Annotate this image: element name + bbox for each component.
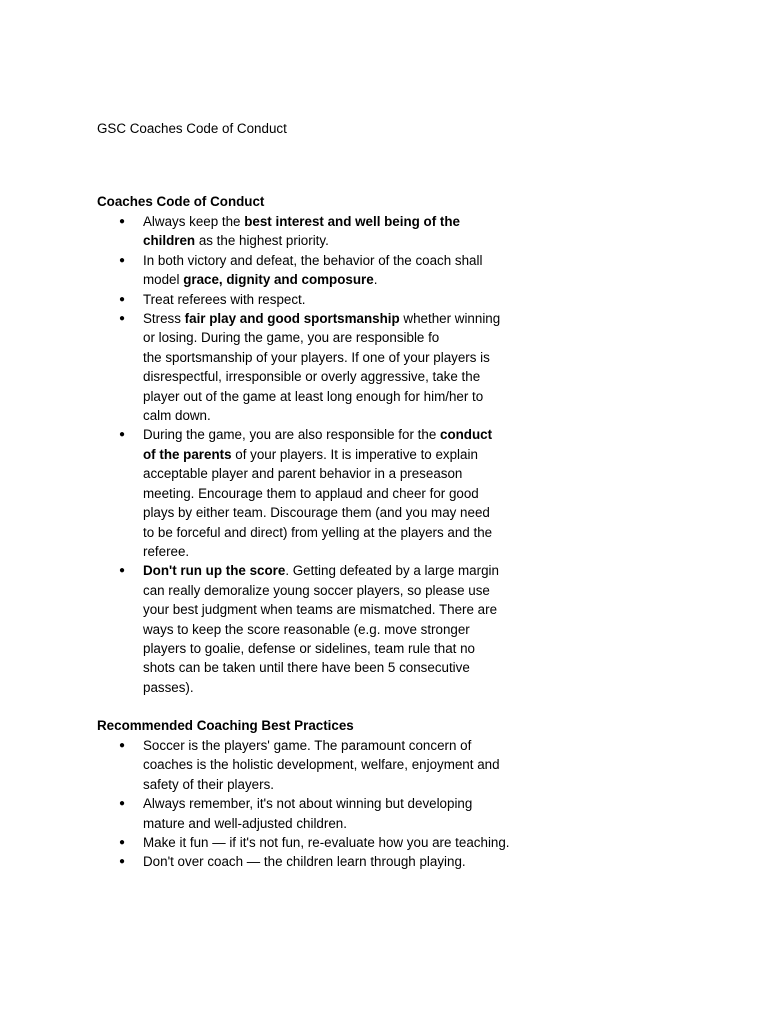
list-item xyxy=(0,425,510,561)
bullet-icon: ● xyxy=(119,293,126,305)
bullet-icon: ● xyxy=(119,798,126,810)
bold-text: children xyxy=(143,233,196,249)
bullet-icon: ● xyxy=(119,856,126,868)
list-item xyxy=(0,794,510,833)
bullet-icon: ● xyxy=(119,254,126,266)
section-heading-coaches-code: Coaches Code of Conduct xyxy=(97,194,265,209)
bullet-icon: ● xyxy=(119,216,126,227)
bullet-icon: ● xyxy=(119,565,126,577)
best-practices-list xyxy=(0,736,510,872)
bold-text: of the parents xyxy=(143,446,232,462)
code-of-conduct-list xyxy=(0,212,510,697)
list-item xyxy=(0,852,510,871)
list-item-text: Don't over coach — the children learn through playing. xyxy=(143,854,466,870)
list-item-text: Make it fun — if it's not fun, re-evaluate how you are teaching. xyxy=(143,835,510,851)
text-run: referee. xyxy=(143,543,190,559)
text-run: whether winning or losing. During the game, you are responsible fo xyxy=(143,311,501,346)
list-item-text xyxy=(143,425,510,561)
text-run: to be forceful and direct) from yelling at the players and the xyxy=(143,524,493,540)
bullet-icon: ● xyxy=(119,313,126,325)
text-run: . Getting defeated by a large margin can really demoralize young soccer players, so please use your best judgment when teams are mismatched. There are ways to keep the score reasonable (e.g. move stronger players to goalie, defense or sidelines, team rule that no shots can be taken until there have been 5 consecutive passes). xyxy=(143,563,499,695)
bold-text: conduct xyxy=(440,427,493,443)
list-item xyxy=(0,309,510,425)
list-item xyxy=(0,736,510,794)
list-item-text: Always remember, it's not about winning but developing mature and well-adjusted children. xyxy=(143,796,473,831)
bold-text: Don't run up the score xyxy=(143,563,286,579)
list-item xyxy=(0,561,510,697)
bullet-icon: ● xyxy=(119,837,126,849)
list-item-text xyxy=(143,290,510,309)
list-item xyxy=(0,251,510,290)
bullet-icon: ● xyxy=(119,429,126,441)
bold-text: grace, dignity and composure xyxy=(183,272,374,288)
list-item xyxy=(0,833,510,852)
list-item-text xyxy=(143,251,510,290)
text-run: as the highest priority. xyxy=(195,233,329,249)
text-run: Treat referees with respect. xyxy=(143,291,306,307)
list-item-text xyxy=(143,309,510,425)
list-item xyxy=(0,290,510,309)
bold-text: best interest and well being of the xyxy=(244,214,461,229)
list-item-text: Soccer is the players' game. The paramount concern of coaches is the holistic development, welfare, enjoyment and safety of their players. xyxy=(143,738,500,792)
list-item xyxy=(0,212,510,251)
text-run: . xyxy=(373,272,378,288)
bullet-icon: ● xyxy=(119,740,126,751)
document-title: GSC Coaches Code of Conduct xyxy=(97,121,287,136)
list-item-text xyxy=(143,561,510,697)
text-run: Always keep the xyxy=(143,214,245,229)
text-run: of your players. It is imperative to explain acceptable player and parent behavior in a preseason meeting. Encourage them to applaud and cheer for good plays by either team. Discourage them (and you may need xyxy=(143,446,490,521)
list-item-text xyxy=(143,212,510,251)
text-run: Stress xyxy=(143,311,185,327)
text-run: the sportsmanship of your players. If one of your players is disrespectful, irresponsible or overly aggressive, take the player out of the game at least long enough for him/her to calm down. xyxy=(143,349,490,424)
section-heading-best-practices: Recommended Coaching Best Practices xyxy=(97,718,354,733)
bold-text: fair play and good sportsmanship xyxy=(184,311,400,327)
text-run: In both victory and defeat, the behavior of the coach shall model xyxy=(143,252,483,288)
text-run: During the game, you are also responsible for the xyxy=(143,427,440,443)
